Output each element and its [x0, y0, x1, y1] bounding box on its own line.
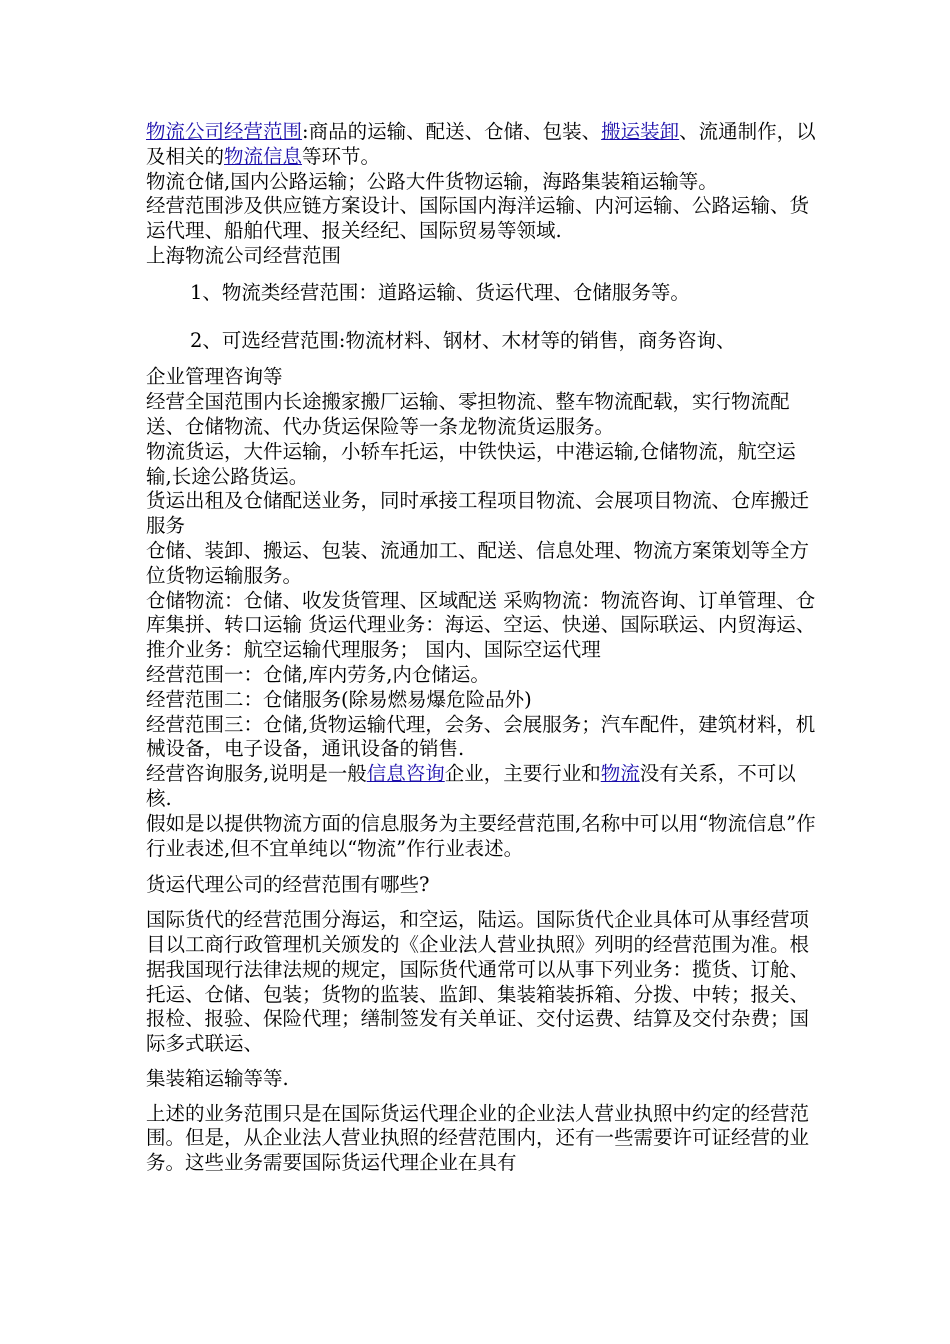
document-body	[146, 120, 816, 1176]
text: :商品的运输、配送、仓储、包装、	[302, 120, 602, 143]
paragraph-continued: 集装箱运输等等.	[146, 1066, 289, 1090]
section-heading: 上海物流公司经营范围	[146, 243, 342, 267]
text: 、流通制作，以及相关的	[146, 120, 816, 168]
link-handling-loading[interactable]: 搬运装卸	[601, 120, 680, 143]
paragraph-logistics-scope	[146, 120, 816, 170]
paragraph-consulting	[146, 762, 816, 812]
paragraph: 物流货运，大件运输，小轿车托运，中铁快运，中港运输,仓储物流，航空运输,长途公路货运。	[146, 439, 796, 488]
list-item: 1、物流类经营范围：道路运输、货运代理、仓储服务等。	[190, 280, 690, 304]
text: 等环节。	[302, 144, 381, 168]
paragraph: 仓储、装卸、搬运、包装、流通加工、配送、信息处理、物流方案策划等全方位货物运输服务。	[146, 538, 810, 587]
text: 经营咨询服务,说明是一般	[146, 762, 367, 786]
section-heading: 货运代理公司的经营范围有哪些?	[146, 873, 430, 897]
paragraph: 经营范围一：仓储,库内劳务,内仓储运。	[146, 662, 490, 686]
link-logistics-info[interactable]: 物流信息	[224, 144, 303, 168]
paragraph: 经营范围涉及供应链方案设计、国际国内海洋运输、内河运输、公路运输、货运代理、船舶代理、报关经纪、国际贸易等领域.	[146, 194, 810, 243]
link-logistics-company-scope[interactable]: 物流公司经营范围	[146, 120, 303, 143]
text: 没有关系，不可以核.	[146, 762, 796, 810]
link-logistics[interactable]: 物流	[600, 762, 640, 786]
paragraph: 货运出租及仓储配送业务，同时承接工程项目物流、会展项目物流、仓库搬迁服务	[146, 489, 810, 538]
paragraph: 假如是以提供物流方面的信息服务为主要经营范围,名称中可以用“物流信息”作行业表述,但不宜单纯以“物流”作行业表述。	[146, 811, 816, 860]
list-item: 2、可选经营范围:物流材料、钢材、木材等的销售，商务咨询、	[190, 328, 736, 352]
paragraph: 经营范围三：仓储,货物运输代理，会务、会展服务；汽车配件，建筑材料，机械设备，电子设备，通讯设备的销售.	[146, 712, 816, 761]
paragraph: 经营全国范围内长途搬家搬厂运输、零担物流、整车物流配载，实行物流配送、仓储物流、代办货运保险等一条龙物流货运服务。	[146, 390, 790, 438]
paragraph: 仓储物流：仓储、收发货管理、区域配送 采购物流：物流咨询、订单管理、仓库集拼、转口运输 货运代理业务：海运、空运、快递、国际联运、内贸海运、推介业务：航空运输代理服务； 国内、国际空运代理	[146, 588, 816, 662]
link-info-consulting[interactable]: 信息咨询	[366, 762, 445, 786]
paragraph: 物流仓储,国内公路运输；公路大件货物运输，海路集装箱运输等。	[146, 169, 718, 193]
list-item-continued: 企业管理咨询等	[146, 365, 283, 389]
paragraph: 经营范围二：仓储服务(除易燃易爆危险品外)	[146, 687, 532, 711]
text: 企业，主要行业和	[444, 762, 601, 786]
paragraph: 上述的业务范围只是在国际货运代理企业的企业法人营业执照中约定的经营范围。但是，从企业法人营业执照的经营范围内，还有一些需要许可证经营的业务。这些业务需要国际货运代理企业在具有	[146, 1101, 810, 1175]
paragraph: 国际货代的经营范围分海运，和空运，陆运。国际货代企业具体可从事经营项目以工商行政管理机关颁发的《企业法人营业执照》列明的经营范围为准。根据我国现行法律法规的规定，国际货代通常可以从事下列业务：揽货、订舱、托运、仓储、包装；货物的监装、监卸、集装箱装拆箱、分拨、中转；报关、报检、报验、保险代理；缮制签发有关单证、交付运费、结算及交付杂费；国际多式联运、	[146, 908, 810, 1056]
